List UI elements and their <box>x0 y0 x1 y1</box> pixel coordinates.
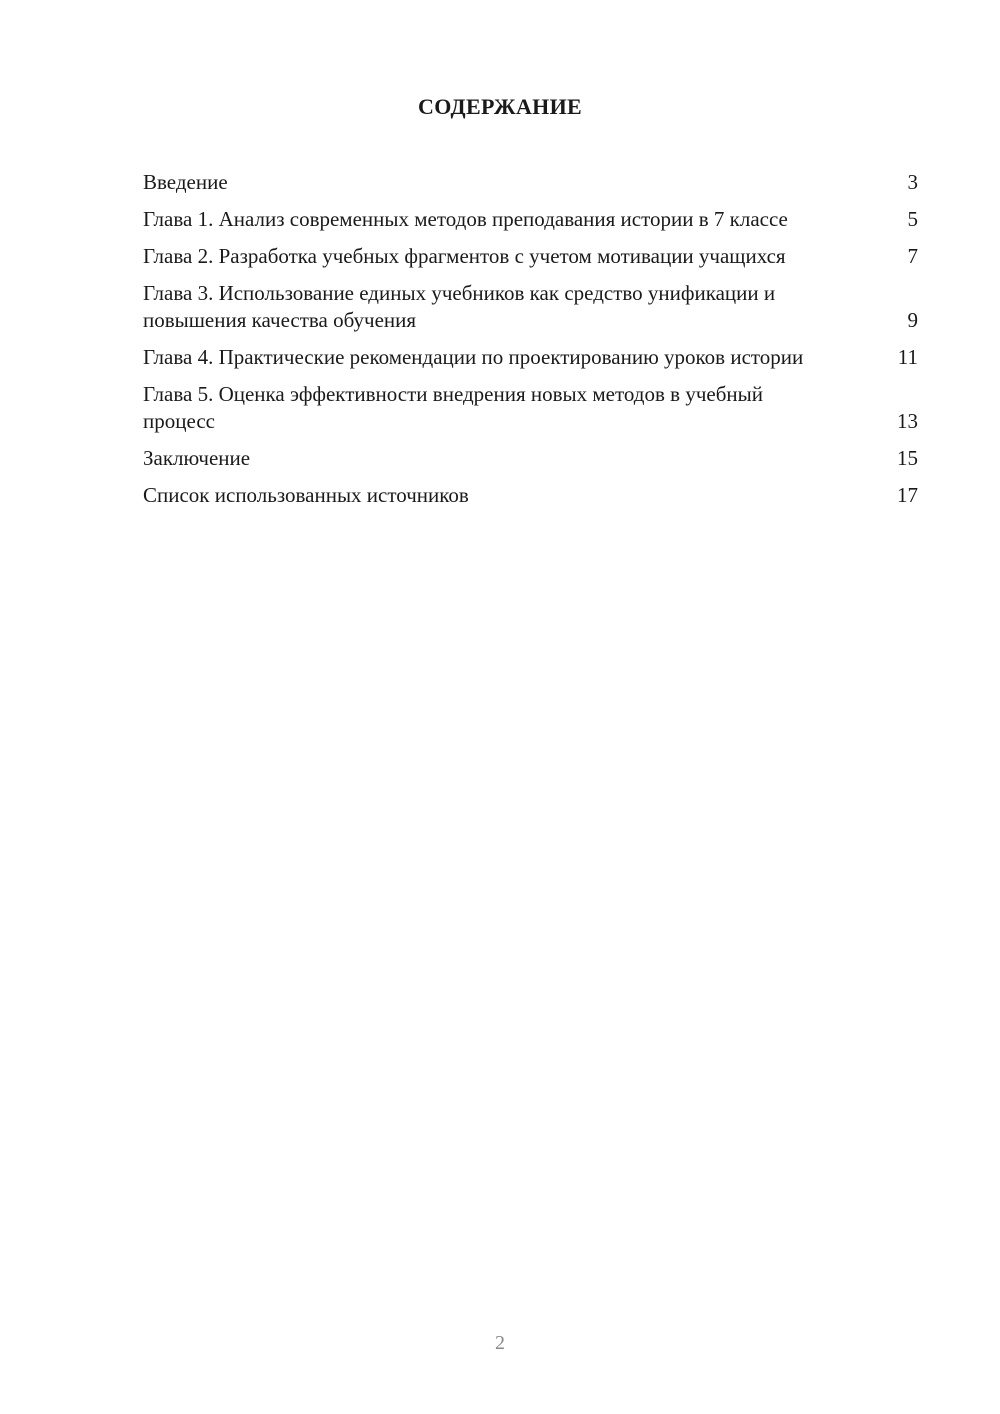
toc-entry-introduction <box>143 169 918 196</box>
toc-entry-chapter-5 <box>143 381 918 435</box>
toc-entry-chapter-3 <box>143 280 918 334</box>
toc-entry-page-number: 9 <box>907 308 918 332</box>
toc-entry-references <box>143 482 918 509</box>
toc-entry-title: Глава 1. Анализ современных методов преподавания истории в 7 классе <box>143 207 788 231</box>
toc-entry-page-number: 7 <box>907 244 918 268</box>
page-number: 2 <box>495 1332 505 1354</box>
toc-entry-page-number: 11 <box>897 345 918 369</box>
toc-entry-page-number: 15 <box>897 446 918 470</box>
toc-entry-title: Глава 4. Практические рекомендации по проектированию уроков истории <box>143 345 804 369</box>
toc-entry-page-number: 5 <box>907 207 918 231</box>
toc-entry-page-number: 13 <box>897 409 918 433</box>
toc-entry-title: Глава 5. Оценка эффективности внедрения новых методов в учебный процесс <box>143 382 763 433</box>
toc-entry-page-number: 17 <box>897 483 918 507</box>
toc-entry-title: Глава 2. Разработка учебных фрагментов с учетом мотивации учащихся <box>143 244 786 268</box>
toc-entry-title: Глава 3. Использование единых учебников как средство унификации и повышения качества обучения <box>143 281 776 332</box>
toc-entry-conclusion <box>143 445 918 472</box>
toc-entry-title: Введение <box>143 170 228 194</box>
toc-entry-title: Заключение <box>143 446 251 470</box>
toc-entry-title: Список использованных источников <box>143 483 469 507</box>
toc-entry-chapter-2 <box>143 243 918 270</box>
table-of-contents <box>143 169 918 519</box>
toc-heading: СОДЕРЖАНИЕ <box>418 94 582 119</box>
toc-entry-chapter-1 <box>143 206 918 233</box>
toc-entry-chapter-4 <box>143 344 918 371</box>
toc-entry-page-number: 3 <box>907 170 918 194</box>
